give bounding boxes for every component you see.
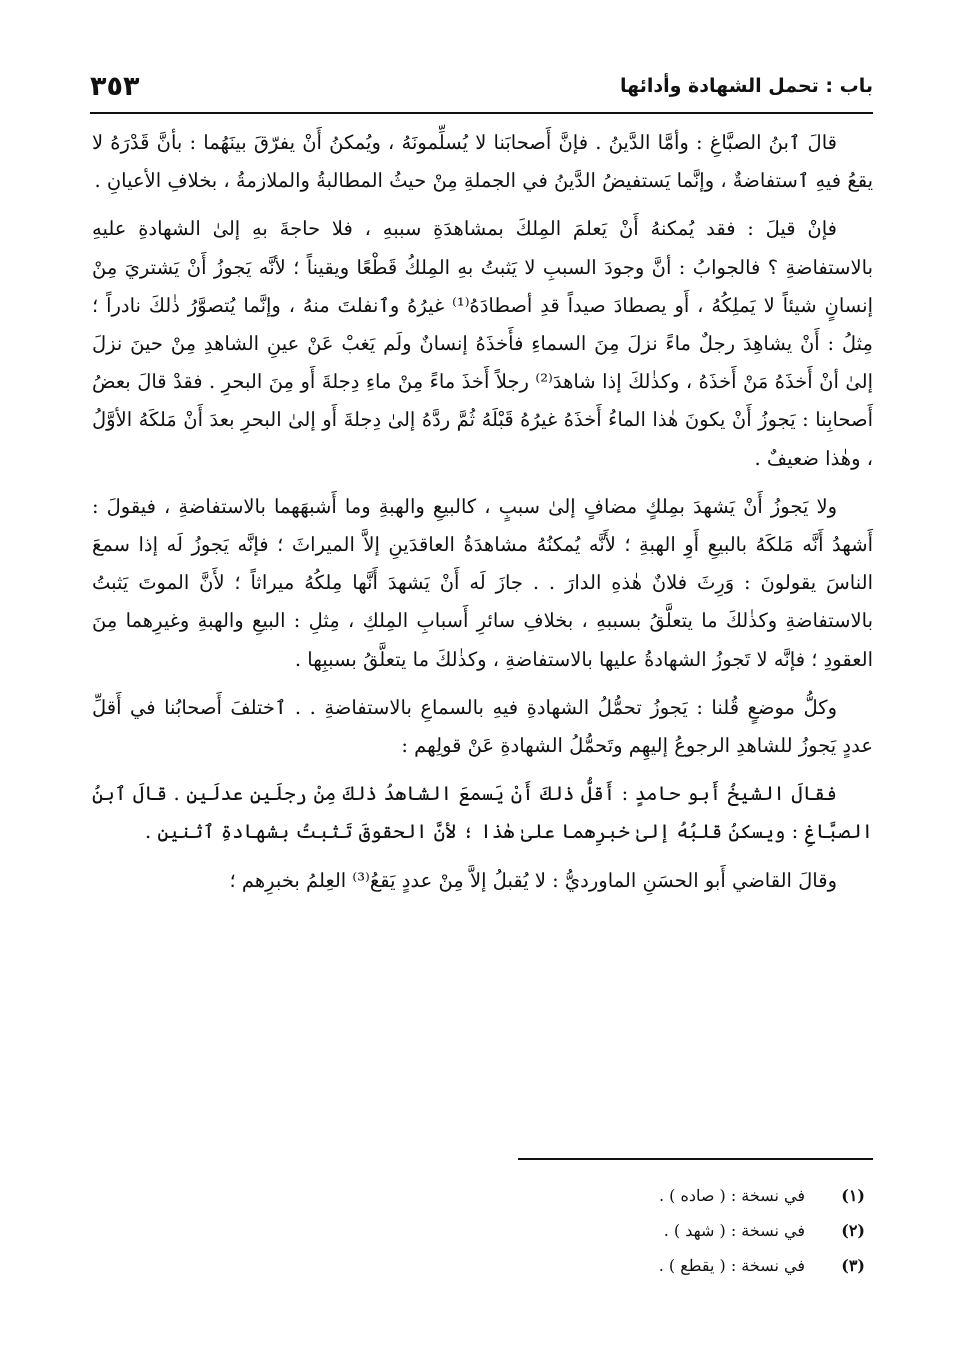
page-number: ٣٥٣ bbox=[90, 70, 140, 102]
header-divider bbox=[90, 112, 873, 114]
footnote-number: (٢) bbox=[841, 1221, 865, 1240]
paragraph: فقالَ الشيخُ أَبو حامدٍ : أَقلُّ ذٰلكَ أَنْ يَسمعَ الشاهدُ ذٰلكَ مِنْ رجلَينِ عدلَينِ . قالَ ٱبنُ الصبَّاغِ : ويسكنُ قلبُهُ إلىٰ خبرِهما علىٰ هٰذا ؛ لأنَّ الحقوقَ تَثبتُ بشهادةِ ٱثنينِ . bbox=[92, 782, 873, 844]
footnote bbox=[92, 1248, 865, 1283]
footnote-number: (١) bbox=[841, 1186, 865, 1205]
paragraph: وكلُّ موضعٍ قُلنا : يَجوزُ تحمُّلُ الشهادةِ فيهِ بالسماعِ بالاستفاضةِ . . ٱختلفَ أَصحابُنا في أَقلِّ عددٍ يَجوزُ للشاهدِ الرجوعُ إليهِم وتَحمُّلُ الشهادةِ عَنْ قولِهم : bbox=[92, 695, 873, 758]
paragraph: وقالَ القاضي أَبو الحسَنِ الماورديُّ : لا يُقبلُ إلاَّ مِنْ عددٍ يَقعُ⁽³⁾ العِلمُ بخبرِهم ؛ bbox=[229, 868, 837, 892]
footnotes bbox=[92, 1178, 865, 1283]
paragraph: قالَ ٱبنُ الصبَّاغِ : وأمَّا الدَّينُ . فإنَّ أَصحابَنا لا يُسلِّمونَهُ ، ويُمكنُ أَنْ يفرّقَ بينَهُما : بأنَّ قَدْرَهُ لا يقعُ فيهِ ٱستفاضةٌ ، وإنَّما يَستفيضُ الدَّينُ في الجملةِ مِنْ حيثُ المطالبةُ والملازمةُ ، بخلافِ الأعيانِ . bbox=[92, 131, 873, 193]
footnote bbox=[92, 1178, 865, 1213]
footnote-number: (٣) bbox=[841, 1256, 865, 1275]
footnote-divider bbox=[518, 1158, 873, 1160]
footnote-text: في نسخة : ( صاده ) . bbox=[658, 1186, 805, 1205]
footnote-text: في نسخة : ( يقطع ) . bbox=[658, 1256, 805, 1275]
page-header bbox=[90, 66, 873, 106]
footnote-text: في نسخة : ( شهد ) . bbox=[663, 1221, 805, 1240]
paragraph: فإنْ قيلَ : فقد يُمكنهُ أَنْ يَعلمَ المِلكَ بمشاهدَةِ سببهِ ، فلا حاجةَ بهِ إلىٰ الشهادةِ عليهِ بالاستفاضةِ ؟ فالجوابُ : أنَّ وجودَ السببِ لا يَثبتُ بهِ المِلكُ قَطْعًا ويقيناً ؛ لأنَّه يَجوزُ أَنْ يَشتريَ مِنْ إنسانٍ شيئاً لا يَملِكُهُ ، أَو يصطادَ صيداً قدِ أصطادَهُ⁽¹⁾ غيرُهُ وٱنفلتَ منهُ ، وإنَّما يُتصوَّرُ ذٰلكَ نادراً ؛ مِثلُ : أَنْ يشاهِدَ رجلٌ ماءً نزلَ مِنَ السماءِ فأَخذَهُ إنسانٌ ولَم يَغبْ عَنْ عينِ الشاهدِ مِنْ حينَ نزلَ إلىٰ أنْ أَخذَهُ مَنْ أَخذَهُ ، وكذٰلكَ إذا شاهدَ⁽²⁾ رجلاً أَخذَ ماءً مِنْ ماءِ دِجلةَ أَو مِنَ البحرِ . فقدْ قالَ بعضُ أَصحابِنا : يَجوزُ أَنْ يكونَ هٰذا الماءُ أَخذَهُ غيرُهُ قَبْلَهُ ثُمَّ ردَّهُ إلىٰ دِجلةَ أَو إلىٰ البحرِ بعدَ أَنْ مَلكَهُ الأوَّلُ ، وهٰذا ضعيفٌ . bbox=[92, 217, 874, 470]
footnote bbox=[92, 1213, 865, 1248]
running-title: باب : تحمل الشهادة وأدائها bbox=[620, 75, 873, 97]
paragraph: ولا يَجوزُ أَنْ يَشهدَ بمِلكٍ مضافٍ إلىٰ سببٍ ، كالبيعِ والهبةِ وما أَشبهَهما بالاستفاضةِ ، فيقولَ : أَشهدُ أَنَّه مَلكَهُ بالبيعِ أَوِ الهبةِ ؛ لأَنَّه يُمكنُهُ مشاهدَةُ العاقدَينِ إلاَّ الميراثَ ؛ فإنَّه يَجوزُ لَه إذا سمعَ الناسَ يقولونَ : وَرِثَ فلانٌ هٰذهِ الدارَ . . جازَ لَه أَنْ يَشهدَ أَنَّها مِلكُهُ ميراثاً ؛ لأَنَّ الموتَ يَثبتُ بالاستفاضةِ وكذٰلكَ ما يتعلَّقُ بسببهِ ، بخلافِ سائرِ أَسبابِ المِلكِ ، مِثلِ : البيعِ والهبةِ وغيرِهما مِنَ العقودِ ؛ فإنَّه لا تَجوزُ الشهادةُ عليها بالاستفاضةِ ، وكذٰلكَ ما يتعلَّقُ بسببِها . bbox=[92, 494, 873, 671]
main-text bbox=[92, 124, 873, 910]
